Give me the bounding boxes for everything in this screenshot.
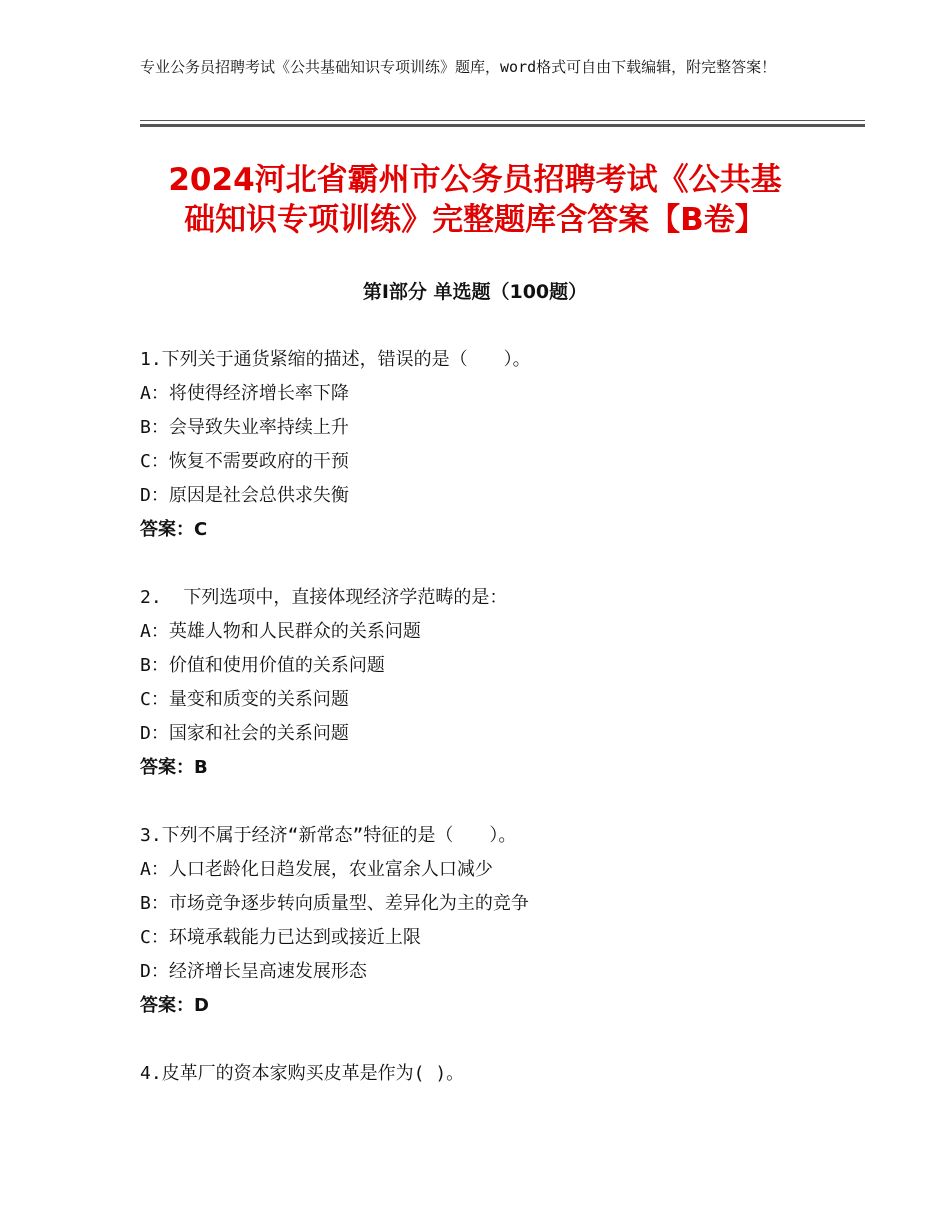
title-line-2: 础知识专项训练》完整题库含答案【B卷】 — [184, 202, 766, 238]
question-4 — [140, 1057, 840, 1091]
option-c: C：环境承载能力已达到或接近上限 — [140, 927, 421, 948]
answer-line: 答案：D — [140, 995, 209, 1016]
option-a: A：将使得经济增长率下降 — [140, 383, 349, 404]
question-stem: 1.下列关于通货紧缩的描述，错误的是（ ）。 — [140, 349, 531, 370]
answer-line: 答案：C — [140, 519, 208, 540]
option-c: C：量变和质变的关系问题 — [140, 689, 349, 710]
question-stem: 3.下列不属于经济“新常态”特征的是（ ）。 — [140, 825, 517, 846]
option-b: B：会导致失业率持续上升 — [140, 417, 349, 438]
question-2 — [140, 581, 840, 785]
question-3 — [140, 819, 840, 1023]
option-b: B：市场竞争逐步转向质量型、差异化为主的竞争 — [140, 893, 529, 914]
option-a: A：人口老龄化日趋发展，农业富余人口减少 — [140, 859, 493, 880]
header-divider-thick — [140, 124, 865, 127]
section-heading: 第Ⅰ部分 单选题（100题） — [362, 281, 588, 303]
option-d: D：经济增长呈高速发展形态 — [140, 961, 367, 982]
option-d: D：原因是社会总供求失衡 — [140, 485, 349, 506]
question-stem: 4.皮革厂的资本家购买皮革是作为( )。 — [140, 1063, 465, 1084]
answer-line: 答案：B — [140, 757, 208, 778]
option-c: C：恢复不需要政府的干预 — [140, 451, 349, 472]
title-line-1: 2024河北省霸州市公务员招聘考试《公共基 — [168, 162, 782, 198]
header-note: 专业公务员招聘考试《公共基础知识专项训练》题库，word格式可自由下载编辑，附完整答案！ — [140, 58, 777, 76]
header-divider-thin — [140, 120, 865, 121]
document-title — [120, 160, 830, 240]
option-b: B：价值和使用价值的关系问题 — [140, 655, 385, 676]
question-list — [140, 343, 840, 1125]
question-stem: 2. 下列选项中，直接体现经济学范畴的是： — [140, 587, 508, 608]
question-1 — [140, 343, 840, 547]
option-a: A：英雄人物和人民群众的关系问题 — [140, 621, 421, 642]
option-d: D：国家和社会的关系问题 — [140, 723, 349, 744]
